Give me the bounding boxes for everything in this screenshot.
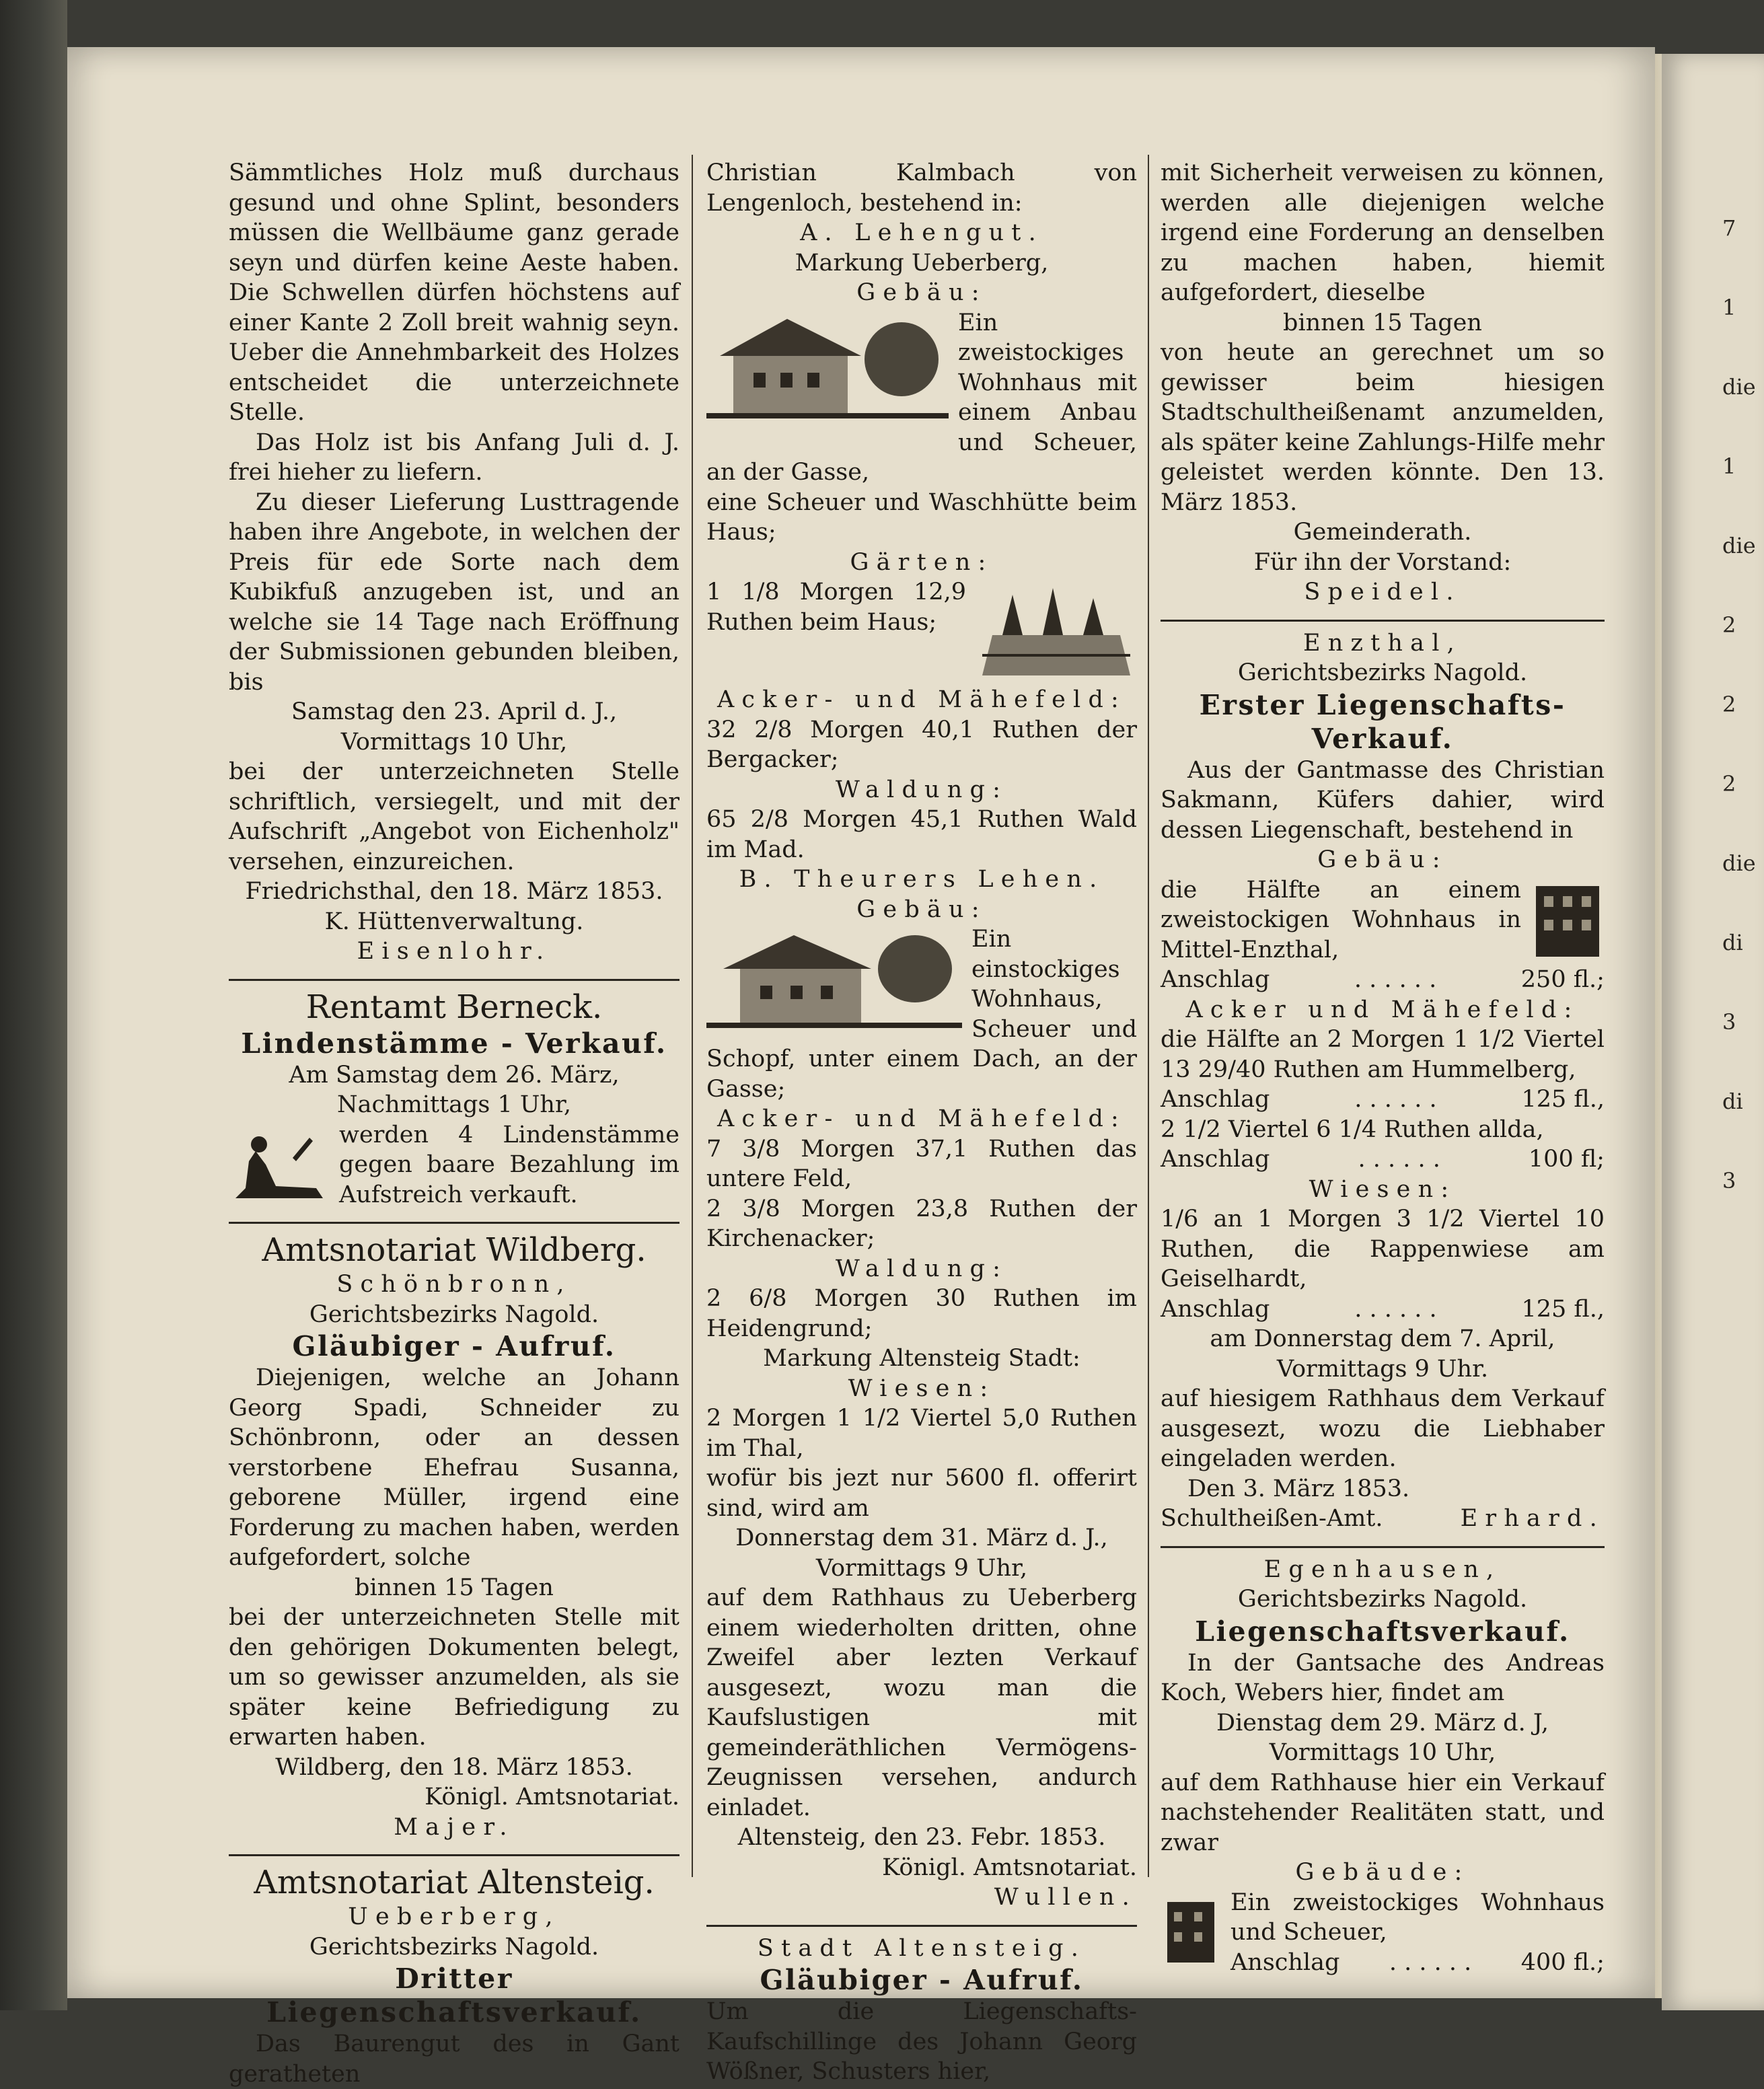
separator (1161, 620, 1605, 622)
text-paragraph: Ein zweistockiges Wohnhaus und Scheuer, (1230, 1889, 1605, 1946)
deadline: binnen 15 Tagen (1283, 309, 1482, 336)
section-heading: Gärten: (850, 548, 994, 576)
text-paragraph: 2 Morgen 1 1/2 Viertel 5,0 Ruthen im Thal, (706, 1405, 1137, 1462)
place-date: Wildberg, den 18. März 1853. (275, 1753, 633, 1781)
notice-title: Amtsnotariat Altensteig. (254, 1864, 655, 1901)
place-name: Egenhausen, (1263, 1555, 1502, 1583)
signature: Speidel. (1304, 579, 1461, 606)
time-line: Vormittags 10 Uhr, (340, 728, 568, 756)
column-rule (1148, 155, 1149, 1877)
fragment: 2 (1722, 612, 1736, 638)
time-line: Vormittags 10 Uhr, (1269, 1739, 1496, 1766)
text-line: Markung Altensteig Stadt: (763, 1345, 1080, 1372)
signature: Wullen. (994, 1884, 1137, 1911)
text-paragraph: Um die Liegenschafts-Kaufschillinge des Johann Georg Wößner, Schusters hier, (706, 1998, 1137, 2085)
notice-subtitle: Gläubiger - Aufruf. (292, 1330, 616, 1362)
text-paragraph: 2 1/2 Viertel 6 1/4 Ruthen allda, (1161, 1115, 1544, 1143)
place-date: Altensteig, den 23. Febr. 1853. (737, 1824, 1106, 1851)
section-heading: Waldung: (835, 1255, 1008, 1282)
column-3 (1161, 158, 1605, 1977)
section-heading: Acker- und Mähefeld: (716, 1105, 1127, 1132)
text-paragraph: Diejenigen, welche an Johann Georg Spadi, Schneider zu Schönbronn, oder an dessen verstorbene Ehefrau Susanna, geborene Müller, irgend eine Forderung zu machen haben, werden aufgefordert, solche (229, 1364, 679, 1571)
signature-row (1161, 1504, 1605, 1534)
building-icon (1531, 879, 1605, 960)
text-paragraph: wofür bis jezt nur 5600 fl. offerirt sind, wird am (706, 1465, 1137, 1522)
date-line: Samstag den 23. April d. J., (291, 698, 618, 725)
text-paragraph: die Hälfte an 2 Morgen 1 1/2 Viertel 13 29/40 Ruthen am Hummelberg, (1161, 1026, 1605, 1083)
dots: . . . . . . (1354, 1086, 1437, 1113)
place-name: Ueberberg, (348, 1903, 560, 1930)
woodcutter-icon (229, 1124, 330, 1205)
text-line: Markung Ueberberg, (795, 249, 1049, 277)
notice-title: Stadt Altensteig. (757, 1934, 1087, 1962)
place-date: Den 3. März 1853. (1187, 1475, 1410, 1502)
fragment: die (1722, 374, 1756, 400)
fragment: 1 (1722, 453, 1736, 479)
time-line: Nachmittags 1 Uhr, (337, 1091, 571, 1118)
text-paragraph: eine Scheuer und Waschhütte beim Haus; (706, 488, 1137, 546)
column-1 (229, 158, 679, 2089)
notice-title: Amtsnotariat Wildberg. (262, 1231, 647, 1269)
office-name: Gemeinderath. (1293, 519, 1472, 546)
text-paragraph: 1/6 an 1 Morgen 3 1/2 Viertel 10 Ruthen, die Rappenwiese am Geiselhardt, (1161, 1206, 1605, 1292)
notice-subtitle: Erster Liegenschafts-Verkauf. (1199, 688, 1566, 755)
separator (706, 1925, 1137, 1927)
section-heading: Gebäu: (856, 895, 987, 923)
valuation-row (1230, 1948, 1605, 1978)
text-paragraph: Sämmtliches Holz muß durchaus gesund und ohne Splint, besonders müssen die Wellbäume ganz gerade seyn und dürfen keine Aeste haben. Die Schwellen dürfen höchstens auf einer Kante 2 Zoll breit wahnig seyn. Ueber die Annehmbarkeit des Holzes entscheidet die unterzeichnete Stelle. (229, 159, 679, 426)
text-paragraph: Ein zweistockiges Wohnhaus mit einem Anbau und Scheuer, an der Gasse, (706, 309, 1137, 486)
district: Gerichtsbezirks Nagold. (309, 1933, 599, 1960)
section-heading: Acker und Mähefeld: (1185, 996, 1580, 1023)
notice-subtitle: Lindenstämme - Verkauf. (241, 1027, 667, 1060)
text-paragraph: Aus der Gantmasse des Christian Sakmann, Küfers dahier, wird dessen Liegenschaft, bestehend in (1161, 756, 1605, 844)
text-paragraph: Das Baurengut des in Gant geratheten (229, 2030, 679, 2088)
text-paragraph: mit Sicherheit verweisen zu können, werden alle diejenigen welche irgend eine Forderung an denselben zu machen haben, hiemit aufgefordert, dieselbe (1161, 159, 1605, 306)
place-name: Enzthal, (1303, 629, 1462, 657)
fragment: 2 (1722, 771, 1736, 797)
valuation-row (1161, 1085, 1605, 1115)
valuation-amount: 125 fl., (1521, 1295, 1605, 1323)
date-line: am Donnerstag dem 7. April, (1210, 1325, 1555, 1352)
column-rule (692, 155, 693, 1877)
text-paragraph: auf dem Rathhause hier ein Verkauf nachstehender Realitäten statt, und zwar (1161, 1769, 1605, 1856)
dots: . . . . . . (1389, 1948, 1472, 1976)
section-heading: Wiesen: (1309, 1175, 1457, 1203)
farmhouse-woodcut-icon (706, 312, 949, 427)
office-name: K. Hüttenverwaltung. (324, 908, 584, 935)
office-name: Schultheißen-Amt. (1161, 1505, 1383, 1532)
text-paragraph: 1 1/8 Morgen 12,9 Ruthen beim Haus; (706, 579, 966, 636)
farmhouse-woodcut-icon (706, 928, 962, 1036)
date-line: Dienstag dem 29. März d. J, (1216, 1709, 1549, 1736)
date-line: Donnerstag dem 31. März d. J., (735, 1525, 1108, 1551)
valuation-amount: 125 fl., (1521, 1086, 1605, 1113)
separator (229, 1222, 679, 1224)
signature: Eisenlohr. (357, 938, 552, 965)
district: Gerichtsbezirks Nagold. (1237, 1586, 1528, 1613)
valuation-label: Anschlag (1161, 1295, 1270, 1323)
text-paragraph: die Hälfte an einem zweistockigen Wohnhaus in Mittel-Enzthal, (1161, 876, 1521, 963)
valuation-label: Anschlag (1161, 1086, 1270, 1113)
column-2 (706, 158, 1137, 2087)
dots: . . . . . . (1354, 966, 1437, 993)
text-paragraph: 2 6/8 Morgen 30 Ruthen im Heidengrund; (706, 1285, 1137, 1342)
text-paragraph: Ein einstockiges Wohnhaus, Scheuer und Schopf, unter einem Dach, an der Gasse; (706, 926, 1137, 1103)
text-paragraph: bei der unterzeichneten Stelle mit den gehörigen Dokumenten belegt, um so gewisser anzumelden, als sie später keine Befriedigung zu erwarten haben. (229, 1604, 679, 1751)
district: Gerichtsbezirks Nagold. (1237, 659, 1528, 686)
office-name: Königl. Amtsnotariat. (425, 1784, 679, 1810)
section-heading: B. Theurers Lehen. (739, 866, 1105, 893)
fragment: 3 (1722, 1009, 1736, 1035)
valuation-label: Anschlag (1161, 966, 1270, 993)
text-paragraph: In der Gantsache des Andreas Koch, Webers hier, findet am (1161, 1649, 1605, 1706)
dots: . . . . . . (1358, 1146, 1440, 1173)
time-line: Vormittags 9 Uhr, (815, 1554, 1028, 1582)
fragment: 2 (1722, 692, 1736, 717)
dots: . . . . . . (1354, 1295, 1437, 1323)
separator (229, 979, 679, 981)
valuation-label: Anschlag (1230, 1948, 1340, 1976)
notice-subtitle: Dritter Liegenschaftsverkauf. (266, 1963, 642, 2028)
section-heading: Acker- und Mähefeld: (716, 686, 1127, 713)
fragment: di (1722, 1089, 1743, 1114)
signature: Majer. (394, 1813, 515, 1841)
text-paragraph: 32 2/8 Morgen 40,1 Ruthen der Bergacker; (706, 716, 1137, 773)
separator (229, 1854, 679, 1856)
section-heading: Gebäu: (1317, 846, 1448, 873)
notice-subtitle: Gläubiger - Aufruf. (760, 1964, 1084, 1996)
fragment: 3 (1722, 1168, 1736, 1194)
book-binding (0, 0, 67, 2010)
valuation-row (1161, 1294, 1605, 1325)
text-paragraph: Christian Kalmbach von Lengenloch, bestehend in: (706, 159, 1137, 217)
time-line: Vormittags 9 Uhr. (1276, 1355, 1489, 1383)
text-paragraph: Zu dieser Lieferung Lusttragende haben ihre Angebote, in welchen der Preis für ede Sorte nach dem Kubikfuß anzugeben ist, und an welche sie 14 Tage nach Eröffnung der Submissionen gebunden bleiben, bis (229, 488, 679, 696)
section-heading: Gebäude: (1295, 1859, 1470, 1886)
place-name: Schönbronn, (336, 1271, 572, 1298)
section-heading: Wiesen: (848, 1375, 996, 1402)
text-paragraph: 2 3/8 Morgen 23,8 Ruthen der Kirchenacker; (706, 1195, 1137, 1252)
office-name: Königl. Amtsnotariat. (882, 1854, 1137, 1881)
text-paragraph: werden 4 Lindenstämme gegen baare Bezahlung im Aufstreich verkauft. (339, 1121, 679, 1208)
text-paragraph: von heute an gerechnet um so gewisser beim hiesigen Stadtschultheißenamt anzumelden, als später keine Zahlungs-Hilfe mehr geleistet werden könnte. Den 13. März 1853. (1161, 339, 1605, 516)
valuation-row (1161, 1144, 1605, 1175)
valuation-label: Anschlag (1161, 1146, 1270, 1173)
text-line: Für ihn der Vorstand: (1253, 548, 1512, 576)
date-line: Am Samstag dem 26. März, (289, 1061, 620, 1089)
notice-title: Rentamt Berneck. (305, 988, 603, 1026)
text-paragraph: 65 2/8 Morgen 45,1 Ruthen Wald im Mad. (706, 806, 1137, 863)
deadline: binnen 15 Tagen (355, 1574, 554, 1601)
fragment: di (1722, 930, 1743, 955)
fragment: die (1722, 850, 1756, 876)
fragment: 1 (1722, 295, 1736, 320)
separator (1161, 1546, 1605, 1548)
valuation-row (1161, 965, 1605, 995)
text-paragraph: auf dem Rathhaus zu Ueberberg einem wiederholten dritten, ohne Zweifel aber lezten Verkauf ausgesezt, wozu man die Kaufslustigen mit gemeinderäthlichen Vermögens-Zeugnissen versehen, andurch einladet. (706, 1584, 1137, 1821)
text-paragraph: Das Holz ist bis Anfang Juli d. J. frei hieher zu liefern. (229, 429, 679, 486)
next-page-fragments (1722, 188, 1756, 1220)
fragment: die (1722, 533, 1756, 558)
section-heading: A. Lehengut. (800, 219, 1043, 246)
signature: Erhard. (1460, 1505, 1605, 1532)
fragment: 7 (1722, 215, 1736, 241)
text-paragraph: bei der unterzeichneten Stelle schriftlich, versiegelt, und mit der Aufschrift „Angebot von Eichenholz" versehen, einzureichen. (229, 758, 679, 875)
text-paragraph: 7 3/8 Morgen 37,1 Ruthen das untere Feld, (706, 1135, 1137, 1192)
valuation-amount: 100 fl; (1528, 1146, 1605, 1173)
text-paragraph: auf hiesigem Rathhaus dem Verkauf ausgesezt, wozu die Liebhaber eingeladen werden. (1161, 1385, 1605, 1472)
district: Gerichtsbezirks Nagold. (309, 1300, 599, 1328)
place-date: Friedrichsthal, den 18. März 1853. (245, 878, 663, 905)
section-heading: Gebäu: (856, 279, 987, 306)
valuation-amount: 400 fl.; (1520, 1948, 1605, 1976)
notice-subtitle: Liegenschaftsverkauf. (1195, 1615, 1570, 1648)
garden-woodcut-icon (976, 581, 1137, 682)
valuation-amount: 250 fl.; (1520, 966, 1605, 993)
building-icon (1161, 1892, 1221, 1966)
section-heading: Waldung: (835, 776, 1008, 803)
